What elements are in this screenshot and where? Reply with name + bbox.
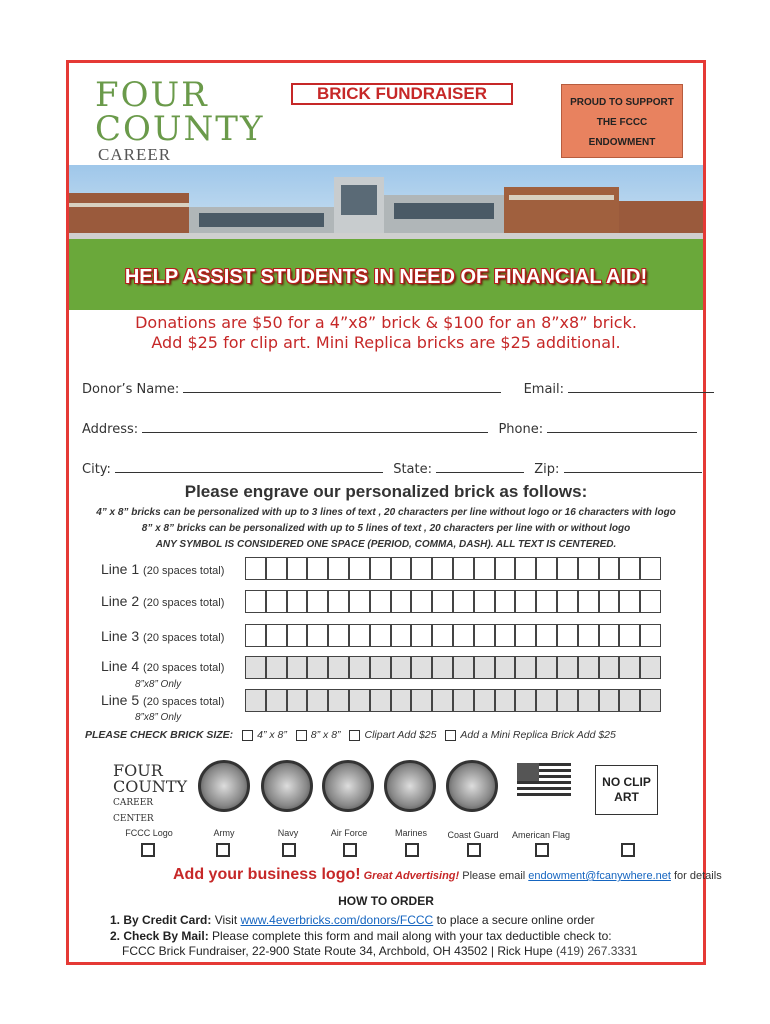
- character-box[interactable]: [391, 557, 412, 580]
- character-box[interactable]: [266, 656, 287, 679]
- character-box[interactable]: [557, 656, 578, 679]
- character-box[interactable]: [349, 557, 370, 580]
- character-box[interactable]: [515, 557, 536, 580]
- fccc-logo: [95, 75, 265, 167]
- marines-label: Marines: [394, 828, 427, 838]
- character-box[interactable]: [266, 590, 287, 613]
- line3-label: [101, 628, 224, 644]
- character-box[interactable]: [391, 689, 412, 712]
- emblem-line3: CAREER CENTER: [113, 798, 154, 824]
- character-box[interactable]: [536, 656, 557, 679]
- character-box[interactable]: [411, 656, 432, 679]
- air-force-seal-icon: [322, 760, 374, 812]
- engrave-note-8x8: 8” x 8” bricks can be personalized with up to 5 lines of text , 20 characters per line with or without logo: [141, 523, 631, 534]
- brick-size-label: PLEASE CHECK BRICK SIZE:: [85, 729, 234, 741]
- character-box[interactable]: [370, 689, 391, 712]
- character-box[interactable]: [599, 656, 620, 679]
- address-row: [82, 421, 697, 437]
- character-box[interactable]: [515, 656, 536, 679]
- character-box[interactable]: [349, 656, 370, 679]
- city-field[interactable]: [115, 461, 383, 473]
- character-box[interactable]: [266, 557, 287, 580]
- state-field[interactable]: [436, 461, 524, 473]
- character-box[interactable]: [245, 624, 266, 647]
- character-box[interactable]: [349, 689, 370, 712]
- character-box[interactable]: [474, 689, 495, 712]
- size-4x8-checkbox[interactable]: [242, 730, 253, 741]
- character-box[interactable]: [578, 557, 599, 580]
- character-box[interactable]: [536, 689, 557, 712]
- engrave-note-symbols: ANY SYMBOL IS CONSIDERED ONE SPACE (PERIOD, COMMA, DASH). ALL TEXT IS CENTERED.: [155, 539, 617, 550]
- character-box[interactable]: [453, 557, 474, 580]
- line5-only-note: 8”x8” Only: [135, 712, 182, 723]
- order-website-link[interactable]: www.4everbricks.com/donors/FCCC: [240, 913, 434, 927]
- character-box[interactable]: [370, 624, 391, 647]
- coast-guard-seal-icon: [446, 760, 498, 812]
- financial-aid-banner: HELP ASSIST STUDENTS IN NEED OF FINANCIAL AID!: [124, 266, 648, 288]
- character-box[interactable]: [370, 557, 391, 580]
- emblem-line1: FOUR: [113, 761, 163, 780]
- character-box[interactable]: [599, 624, 620, 647]
- support-line2: THE FCCC: [596, 117, 648, 128]
- mailing-address: [122, 944, 637, 958]
- character-box[interactable]: [619, 689, 640, 712]
- navy-seal-icon: [261, 760, 313, 812]
- size-4x8-label: 4” x 8”: [257, 729, 287, 741]
- line2-title: Line 2: [101, 593, 140, 609]
- clipart-label: Clipart Add $25: [364, 729, 437, 741]
- character-box[interactable]: [349, 590, 370, 613]
- character-box[interactable]: [245, 689, 266, 712]
- character-box[interactable]: [307, 557, 328, 580]
- character-box[interactable]: [599, 689, 620, 712]
- check-mail-label: 2. Check By Mail:: [110, 929, 209, 943]
- army-checkbox[interactable]: [216, 843, 230, 857]
- endowment-email-link[interactable]: endowment@fcanywhere.net: [528, 870, 671, 882]
- character-box[interactable]: [328, 689, 349, 712]
- engrave-heading: Please engrave our personalized brick as follows:: [184, 482, 588, 501]
- marines-checkbox[interactable]: [405, 843, 419, 857]
- donor-name-row: [82, 381, 714, 397]
- line3-hint: (20 spaces total): [143, 632, 225, 644]
- character-box[interactable]: [453, 624, 474, 647]
- logo-line3: CAREER: [98, 145, 172, 164]
- army-seal-icon: [198, 760, 250, 812]
- character-box[interactable]: [578, 656, 599, 679]
- logo-line1: FOUR: [95, 75, 209, 115]
- size-8x8-label: 8” x 8”: [310, 729, 341, 741]
- character-box[interactable]: [640, 656, 661, 679]
- email-label: Email:: [523, 382, 565, 397]
- character-box[interactable]: [453, 590, 474, 613]
- character-box[interactable]: [599, 590, 620, 613]
- character-box[interactable]: [619, 624, 640, 647]
- business-pre: Please email: [462, 870, 526, 882]
- character-box[interactable]: [557, 624, 578, 647]
- line2-label: [101, 593, 224, 609]
- page-title: BRICK FUNDRAISER: [291, 83, 513, 105]
- character-box[interactable]: [557, 557, 578, 580]
- character-box[interactable]: [474, 624, 495, 647]
- contact-name: | Rick Hupe: [490, 944, 553, 958]
- character-box[interactable]: [432, 624, 453, 647]
- air-force-checkbox[interactable]: [343, 843, 357, 857]
- state-label: State:: [393, 462, 432, 477]
- character-box[interactable]: [432, 689, 453, 712]
- character-box[interactable]: [578, 624, 599, 647]
- line1-hint: (20 spaces total): [143, 565, 225, 577]
- city-row: [82, 461, 702, 477]
- character-box[interactable]: [370, 590, 391, 613]
- line3-boxes[interactable]: [245, 624, 661, 647]
- city-label: City:: [82, 462, 111, 477]
- business-post: for details: [674, 870, 722, 882]
- endowment-brick: [561, 84, 683, 158]
- line5-label: [101, 692, 224, 708]
- character-box[interactable]: [453, 689, 474, 712]
- line4-boxes[interactable]: [245, 656, 661, 679]
- line3-title: Line 3: [101, 628, 140, 644]
- order-check-by-mail: [110, 929, 612, 943]
- army-label: Army: [213, 828, 235, 838]
- emblem-line2: COUNTY: [113, 777, 188, 796]
- character-box[interactable]: [432, 557, 453, 580]
- email-field[interactable]: [568, 381, 714, 393]
- character-box[interactable]: [495, 656, 516, 679]
- character-box[interactable]: [640, 689, 661, 712]
- line1-boxes[interactable]: [245, 557, 661, 580]
- zip-field[interactable]: [564, 461, 702, 473]
- character-box[interactable]: [307, 656, 328, 679]
- credit-card-label: 1. By Credit Card:: [110, 913, 212, 927]
- character-box[interactable]: [432, 656, 453, 679]
- no-clip-art-checkbox[interactable]: [621, 843, 635, 857]
- character-box[interactable]: [474, 590, 495, 613]
- character-box[interactable]: [391, 656, 412, 679]
- mini-replica-label: Add a Mini Replica Brick Add $25: [460, 729, 616, 741]
- business-logo-promo: [173, 866, 733, 884]
- character-box[interactable]: [411, 689, 432, 712]
- mini-replica-checkbox[interactable]: [445, 730, 456, 741]
- line1-label: [101, 561, 224, 577]
- fccc-logo-checkbox[interactable]: [141, 843, 155, 857]
- support-line1: PROUD TO SUPPORT: [570, 97, 674, 108]
- character-box[interactable]: [640, 590, 661, 613]
- navy-label: Navy: [277, 828, 299, 838]
- donation-line1: Donations are $50 for a 4”x8” brick & $100 for an 8”x8” brick.: [135, 313, 637, 332]
- character-box[interactable]: [495, 557, 516, 580]
- character-box[interactable]: [515, 624, 536, 647]
- fccc-logo-emblem: [113, 761, 188, 824]
- character-box[interactable]: [432, 590, 453, 613]
- character-box[interactable]: [266, 624, 287, 647]
- address-label: Address:: [82, 422, 139, 437]
- american-flag-checkbox[interactable]: [535, 843, 549, 857]
- character-box[interactable]: [557, 689, 578, 712]
- mailing-address-text: FCCC Brick Fundraiser, 22-900 State Route 34, Archbold, OH 43502: [122, 944, 488, 958]
- donor-name-label: Donor’s Name:: [82, 382, 180, 397]
- navy-checkbox[interactable]: [282, 843, 296, 857]
- character-box[interactable]: [515, 689, 536, 712]
- character-box[interactable]: [619, 656, 640, 679]
- character-box[interactable]: [411, 590, 432, 613]
- business-headline: Add your business logo!: [173, 866, 361, 883]
- character-box[interactable]: [287, 689, 308, 712]
- brick-size-row: [85, 729, 695, 741]
- character-box[interactable]: [453, 656, 474, 679]
- line5-hint: (20 spaces total): [143, 696, 225, 708]
- line2-boxes[interactable]: [245, 590, 661, 613]
- donation-pricing: [69, 313, 703, 353]
- character-box[interactable]: [349, 624, 370, 647]
- character-box[interactable]: [245, 557, 266, 580]
- line4-only-note: 8”x8” Only: [135, 679, 182, 690]
- character-box[interactable]: [578, 689, 599, 712]
- character-box[interactable]: [495, 689, 516, 712]
- character-box[interactable]: [536, 624, 557, 647]
- character-box[interactable]: [287, 590, 308, 613]
- character-box[interactable]: [391, 624, 412, 647]
- character-box[interactable]: [328, 590, 349, 613]
- character-box[interactable]: [474, 656, 495, 679]
- character-box[interactable]: [307, 590, 328, 613]
- character-box[interactable]: [536, 557, 557, 580]
- character-box[interactable]: [411, 624, 432, 647]
- character-box[interactable]: [307, 624, 328, 647]
- character-box[interactable]: [266, 689, 287, 712]
- credit-card-pre: Visit: [214, 913, 238, 927]
- phone-field[interactable]: [547, 421, 697, 433]
- character-box[interactable]: [328, 624, 349, 647]
- how-to-order-heading: HOW TO ORDER: [338, 894, 434, 908]
- character-box[interactable]: [599, 557, 620, 580]
- air-force-label: Air Force: [330, 828, 368, 838]
- contact-phone: (419) 267.3331: [556, 944, 638, 958]
- clipart-checkbox[interactable]: [349, 730, 360, 741]
- phone-label: Phone:: [498, 422, 544, 437]
- character-box[interactable]: [495, 624, 516, 647]
- line4-hint: (20 spaces total): [143, 662, 225, 674]
- zip-label: Zip:: [534, 462, 560, 477]
- line5-boxes[interactable]: [245, 689, 661, 712]
- character-box[interactable]: [287, 624, 308, 647]
- character-box[interactable]: [474, 557, 495, 580]
- no-clip-art-box: NO CLIP ART: [595, 765, 658, 815]
- character-box[interactable]: [391, 590, 412, 613]
- support-line3: ENDOWMENT: [588, 137, 656, 148]
- character-box[interactable]: [328, 557, 349, 580]
- character-box[interactable]: [287, 557, 308, 580]
- character-box[interactable]: [640, 624, 661, 647]
- american-flag-icon: [517, 763, 571, 801]
- character-box[interactable]: [245, 590, 266, 613]
- size-8x8-checkbox[interactable]: [296, 730, 307, 741]
- coast-guard-label: Coast Guard: [447, 830, 499, 840]
- check-mail-text: Please complete this form and mail along with your tax deductible check to:: [212, 929, 612, 943]
- character-box[interactable]: [619, 590, 640, 613]
- character-box[interactable]: [619, 557, 640, 580]
- character-box[interactable]: [557, 590, 578, 613]
- business-tagline: Great Advertising!: [363, 870, 460, 882]
- american-flag-label: American Flag: [511, 830, 571, 840]
- line2-hint: (20 spaces total): [143, 597, 225, 609]
- character-box[interactable]: [578, 590, 599, 613]
- coast-guard-checkbox[interactable]: [467, 843, 481, 857]
- character-box[interactable]: [307, 689, 328, 712]
- character-box[interactable]: [411, 557, 432, 580]
- logo-line2: COUNTY: [95, 109, 265, 149]
- character-box[interactable]: [640, 557, 661, 580]
- donation-line2: Add $25 for clip art. Mini Replica bricks are $25 additional.: [151, 333, 621, 352]
- character-box[interactable]: [515, 590, 536, 613]
- credit-card-post: to place a secure online order: [436, 913, 595, 927]
- character-box[interactable]: [328, 656, 349, 679]
- character-box[interactable]: [245, 656, 266, 679]
- line4-label: [101, 658, 224, 674]
- engrave-note-4x8: 4” x 8” bricks can be personalized with up to 3 lines of text , 20 characters per line without logo or 16 characters with logo: [96, 507, 676, 518]
- character-box[interactable]: [536, 590, 557, 613]
- donor-name-field[interactable]: [183, 381, 501, 393]
- address-field[interactable]: [142, 421, 488, 433]
- line4-title: Line 4: [101, 658, 140, 674]
- order-credit-card: [110, 913, 595, 927]
- character-box[interactable]: [370, 656, 391, 679]
- line1-title: Line 1: [101, 561, 140, 577]
- line5-title: Line 5: [101, 692, 140, 708]
- fccc-logo-label: FCCC Logo: [125, 828, 173, 838]
- marines-seal-icon: [384, 760, 436, 812]
- character-box[interactable]: [287, 656, 308, 679]
- character-box[interactable]: [495, 590, 516, 613]
